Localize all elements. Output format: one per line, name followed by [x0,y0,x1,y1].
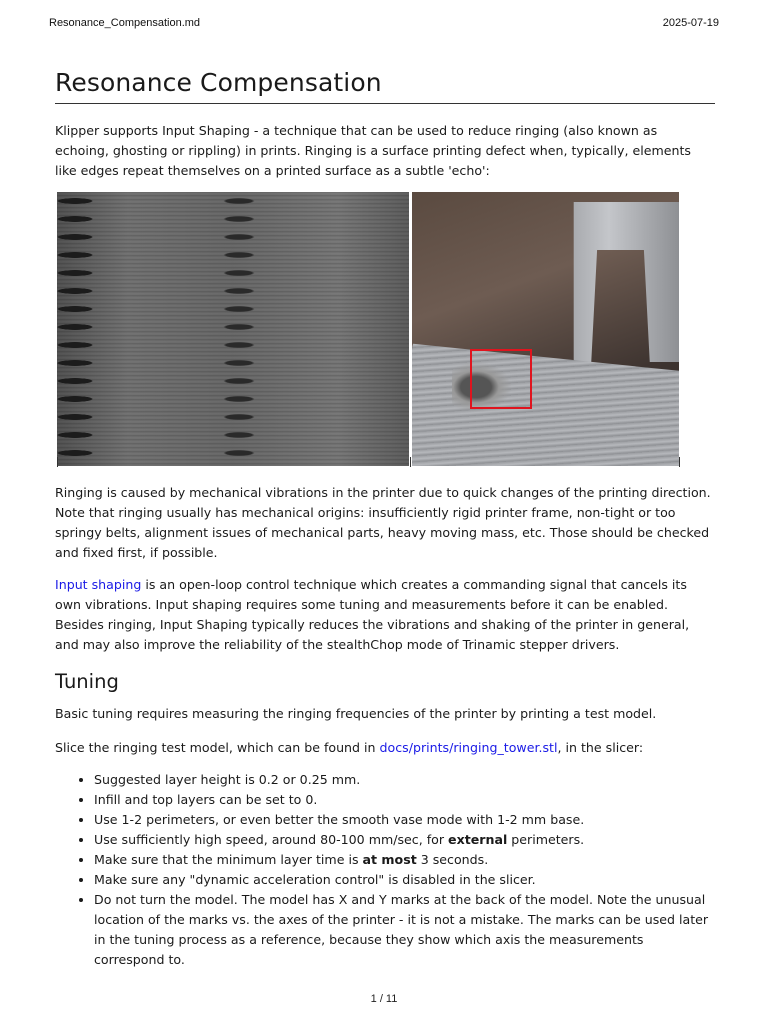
tuning-basic-paragraph: Basic tuning requires measuring the ringing frequencies of the printer by printing a test model. [55,706,657,721]
figure-tick-left [57,457,58,467]
boat-cabin-shape [562,202,679,362]
header-date: 2025-07-19 [662,17,719,29]
list-item: • Infill and top layers can be set to 0. [94,790,715,810]
print-header [49,17,719,29]
ringing-cause-paragraph: Ringing is caused by mechanical vibrations in the printer due to quick changes of the printing direction. Note that ringing usually has mechanical origins: insufficiently rigid printer frame, non-tight or too springy belts, alignment issues of mechanical parts, heavy moving mass, etc. Those should be checked and fixed first, if possible. [55,485,711,560]
bullet-bold-text: at most [362,852,417,867]
page-number: 1 / 11 [370,993,398,1005]
benchy-ringing-photo [412,192,679,466]
ringing-highlight-box [470,349,532,409]
figure-tick-middle [410,457,411,467]
list-item: • Make sure any "dynamic acceleration control" is disabled in the slicer. [94,870,715,890]
bullet-text: Use sufficiently high speed, around 80-100 mm/sec, for [94,832,449,847]
bullet-text: perimeters. [507,832,585,847]
ringing-tower-link[interactable]: docs/prints/ringing_tower.stl [379,740,558,755]
list-item: • Do not turn the model. The model has X and Y marks at the back of the model. Note the unusual location of the marks vs. the axes of the printer - it is not a mistake. The marks can be used later in the tuning process as a reference, because they show which axis the measurements correspond to. [94,890,715,970]
list-item: • Use 1-2 perimeters, or even better the smooth vase mode with 1-2 mm base. [94,810,715,830]
intro-paragraph: Klipper supports Input Shaping - a technique that can be used to reduce ringing (also known as echoing, ghosting or rippling) in prints. Ringing is a surface printing defect when, typically, elements like edges repeat themselves on a printed surface as a subtle 'echo': [55,123,691,178]
slice-paragraph [55,738,715,758]
ringing-closeup-photo [57,192,409,466]
document-body [55,68,715,970]
slice-text-before: Slice the ringing test model, which can be found in [55,740,380,755]
list-item [94,850,715,870]
input-shaping-link[interactable]: Input shaping [55,577,142,592]
list-item: • Suggested layer height is 0.2 or 0.25 mm. [94,770,715,790]
ringing-figures [55,192,715,468]
page-title: Resonance Compensation [55,68,715,104]
list-item [94,830,715,850]
input-shaping-text: is an open-loop control technique which creates a commanding signal that cancels its own vibrations. Input shaping requires some tuning and measurements before it can be enabled. Besides ringing, Input Shaping typically reduces the vibrations and shaking of the printer in general, and may also improve the reliability of the stealthChop mode of Trinamic stepper drivers. [55,577,690,652]
bullet-text: 3 seconds. [416,852,489,867]
header-filename: Resonance_Compensation.md [49,17,201,29]
input-shaping-paragraph [55,575,715,655]
tuning-heading: Tuning [55,670,119,693]
figure-tick-right [679,457,680,467]
slicer-settings-list [55,770,715,970]
slice-text-after: , in the slicer: [557,740,644,755]
bullet-text: Make sure that the minimum layer time is [94,852,363,867]
bullet-bold-text: external [448,832,508,847]
